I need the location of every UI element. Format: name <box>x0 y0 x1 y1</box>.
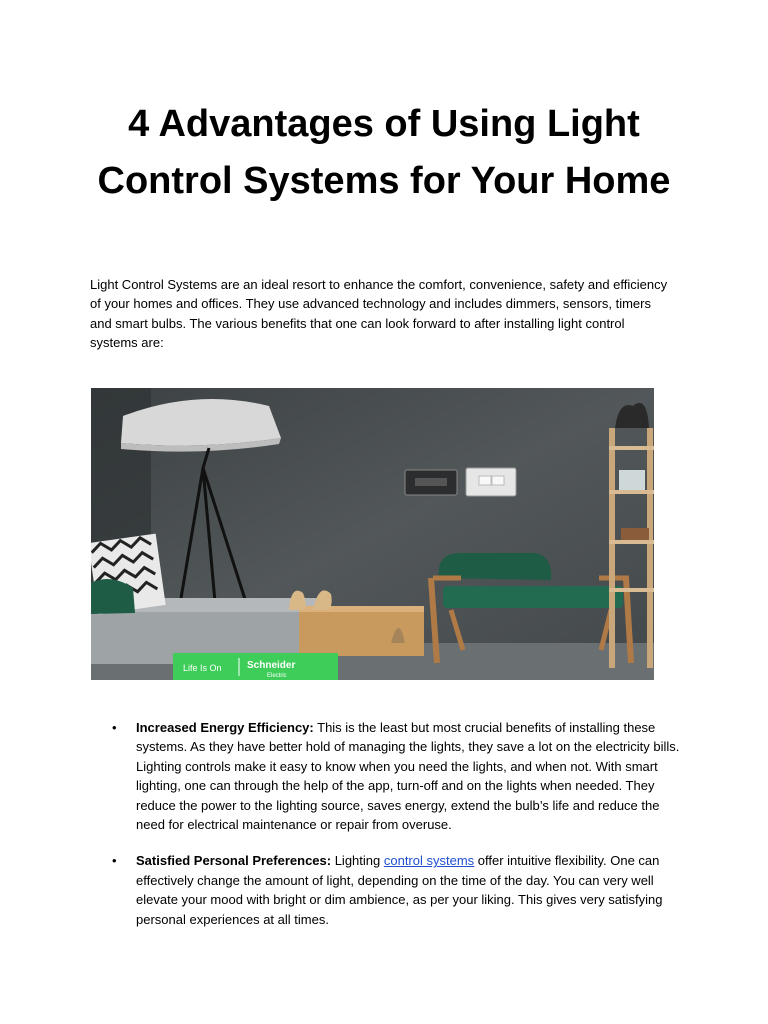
control-systems-link[interactable]: control systems <box>383 853 475 869</box>
living-room-photo <box>91 388 654 680</box>
bullet: • <box>112 853 117 869</box>
benefit-text-after: offer intuitive flexibility. One can effectively change the amount of light, depending on the time of the day. You can very well elevate your mood with bright or dim ambience, as per your liking. This gives very satisfying personal experiences at all times. <box>136 853 663 927</box>
bullet: • <box>112 720 117 735</box>
benefit-text: This is the least but most crucial benefits of installing these systems. As they have better hold of managing the lights, they save a lot on the electricity bills. Lighting controls make it easy to know when you need the lights, and when not. With smart lighting, one can through the help of the app, turn-off and on the lights when needed. They reduce the power to the lighting source, saves energy, extend the bulb’s life and reduce the need for electrical maintenance or repair from overuse. <box>136 720 680 833</box>
benefit-heading: Satisfied Personal Preferences: <box>136 853 332 869</box>
benefit-text-before: Lighting <box>331 853 384 869</box>
logo-sub: Electric <box>267 673 287 679</box>
brand-logo <box>173 653 338 680</box>
intro-paragraph: Light Control Systems are an ideal resort to enhance the comfort, convenience, safety and efficiency of your homes and offices. They use advanced technology and includes dimmers, sensors, timers and smart bulbs. The various benefits that one can look forward to after installing light control systems are: <box>90 277 668 351</box>
list-item <box>90 851 680 929</box>
logo-tagline: Life Is On <box>183 663 222 673</box>
list-item <box>90 718 680 834</box>
wooden-box <box>299 606 424 656</box>
logo-brand: Schneider <box>247 660 296 671</box>
benefit-heading: Increased Energy Efficiency: <box>136 720 314 735</box>
page-title: 4 Advantages of Using Light Control Systems for Your Home <box>97 103 671 202</box>
benefits-list <box>90 718 680 946</box>
